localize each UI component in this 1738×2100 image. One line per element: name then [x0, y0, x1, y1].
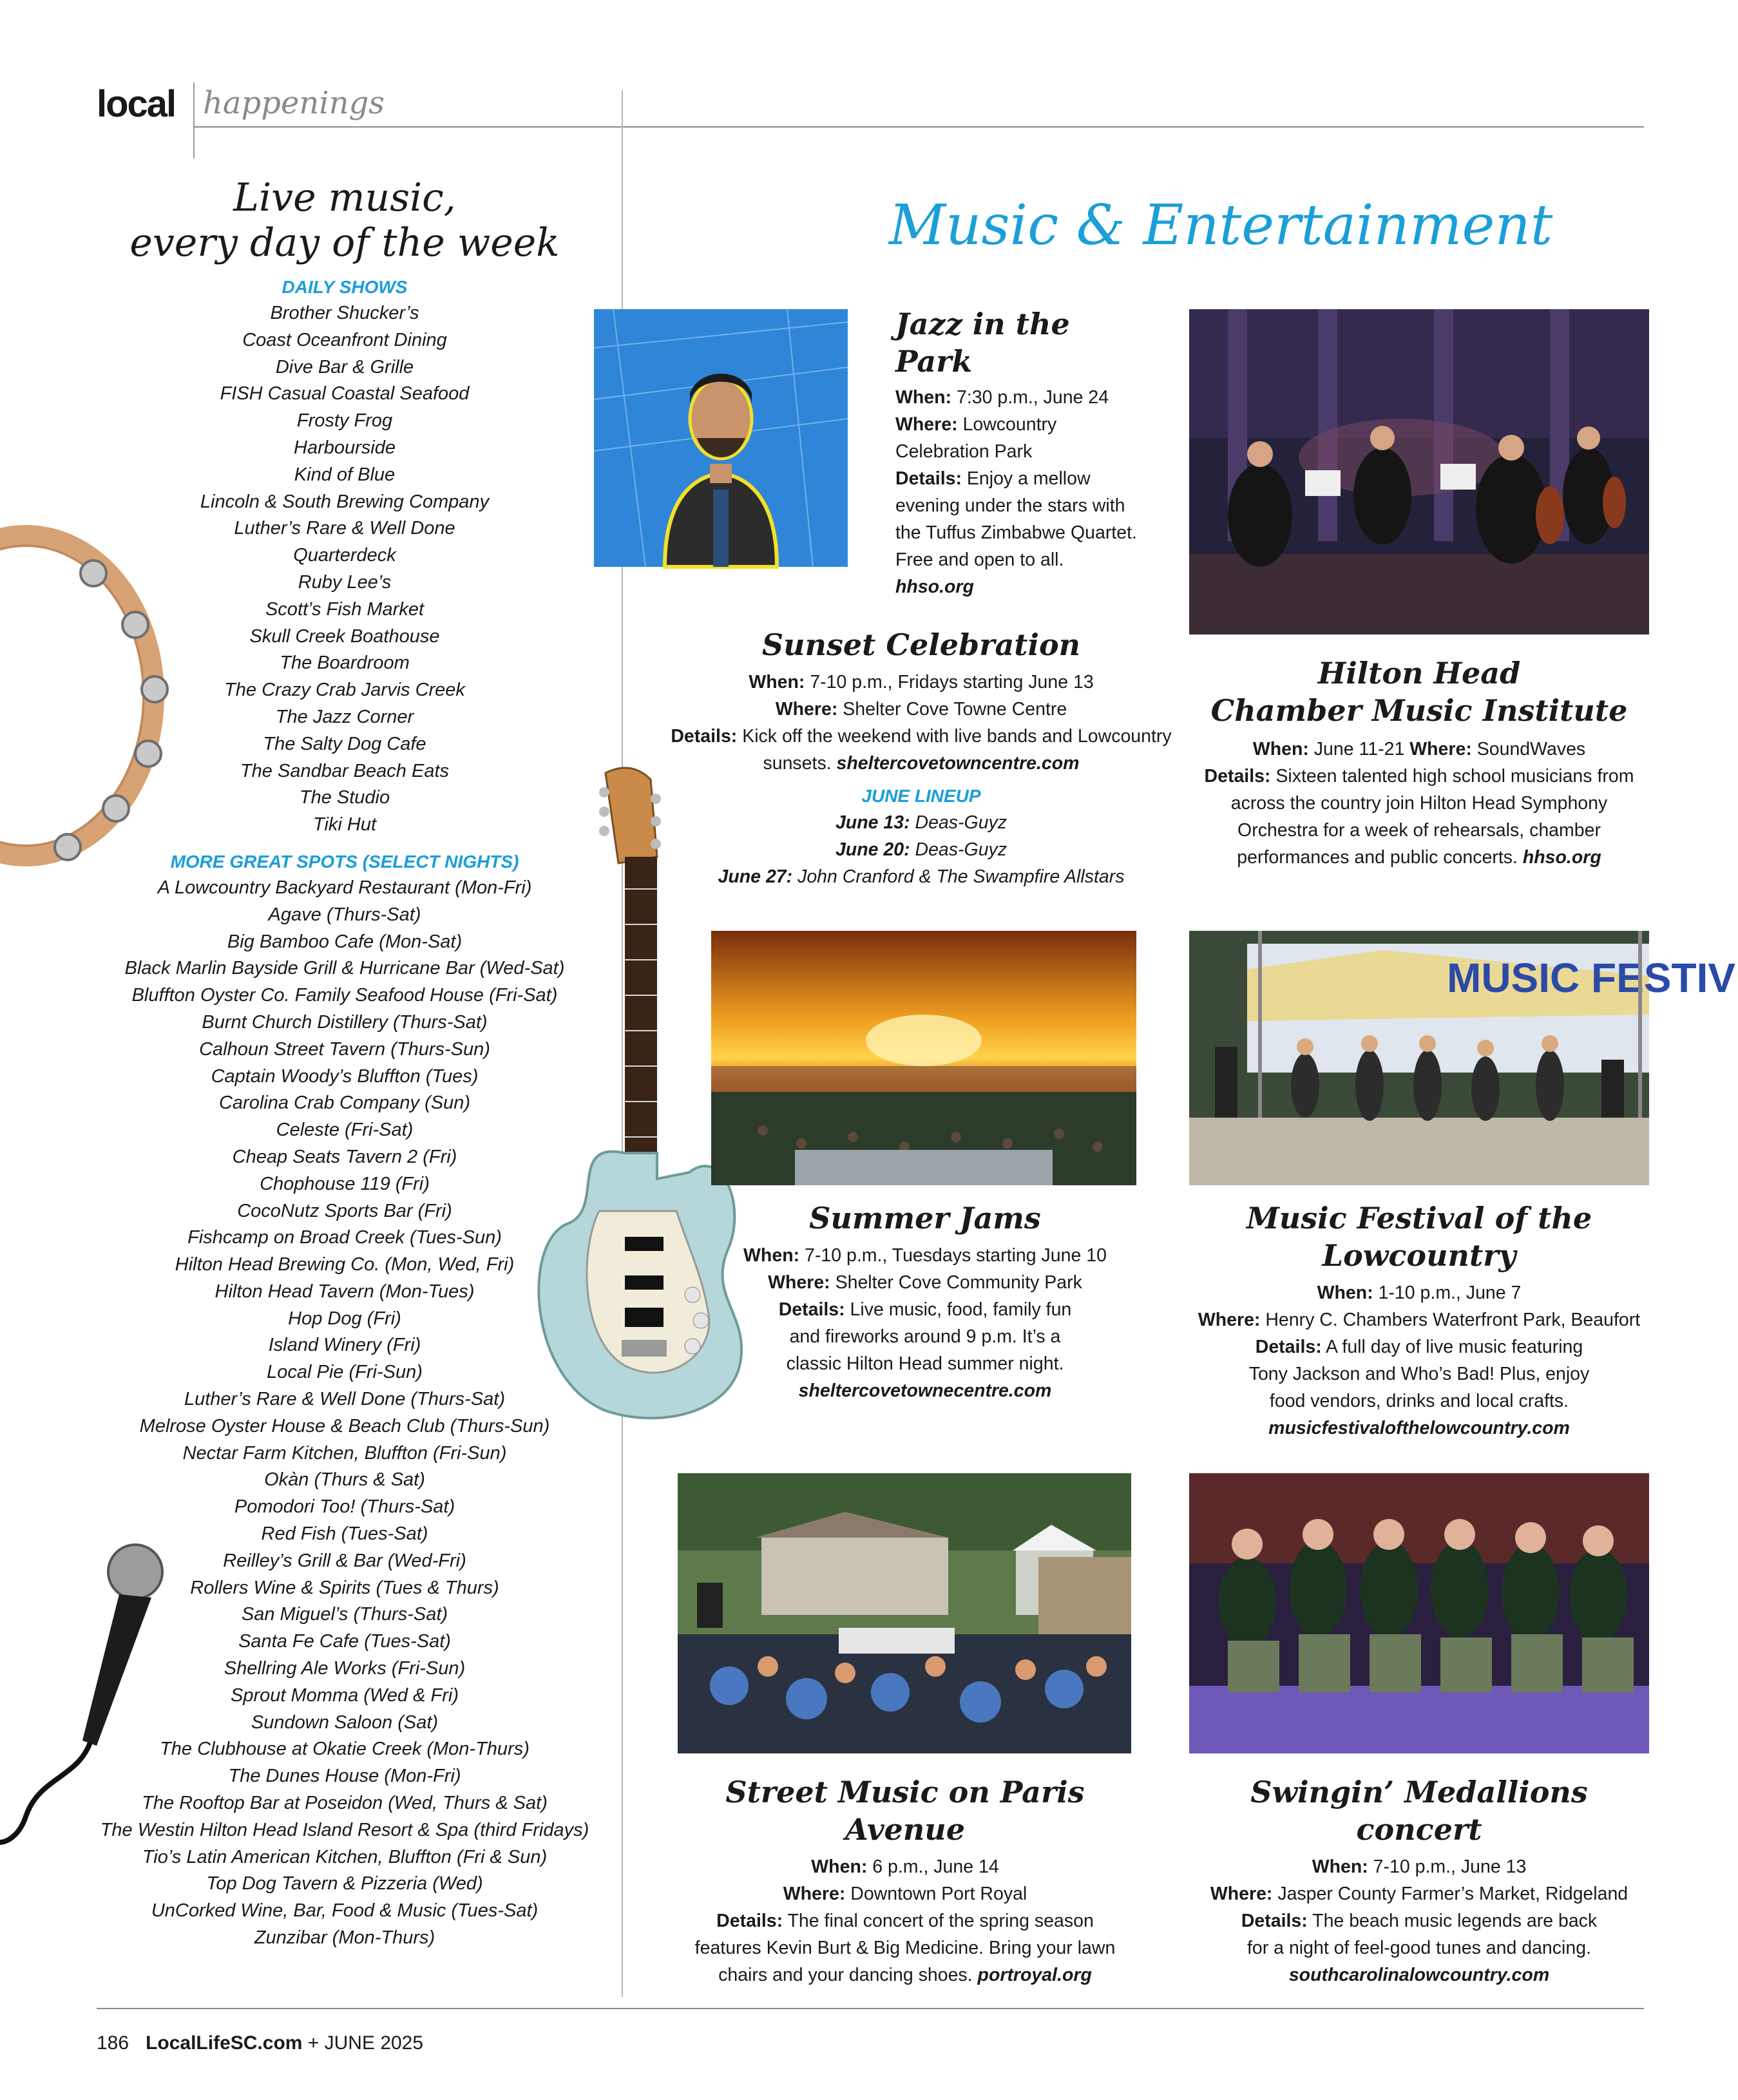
- live-music-title: [90, 175, 599, 265]
- event-music-festival: [1189, 1199, 1649, 1442]
- when-value: 7-10 p.m., Tuesdays starting June 10: [799, 1245, 1107, 1266]
- event-title: [1189, 654, 1649, 729]
- venue-item: Ruby Lee’s: [298, 571, 392, 593]
- venue-item: Calhoun Street Tavern (Thurs-Sun): [199, 1038, 490, 1060]
- venue-item: The Studio: [299, 787, 390, 808]
- where-value: Downtown Port Royal: [845, 1884, 1027, 1904]
- when-label: When:: [1317, 1283, 1373, 1303]
- event-link[interactable]: musicfestivalofthelowcountry.com: [1268, 1418, 1570, 1438]
- venue-item: The Westin Hilton Head Island Resort & Spa (third Fridays): [100, 1819, 589, 1840]
- when-label: When:: [1312, 1857, 1368, 1877]
- tambourine-icon: [0, 515, 200, 876]
- venue-item: Black Marlin Bayside Grill & Hurricane Bar (Wed-Sat): [124, 958, 565, 979]
- details-value: A full day of live music featuring Tony Jackson and Who’s Bad! Plus, enjoy food vendors, drinks and local crafts.: [1248, 1337, 1590, 1411]
- venue-item: Celeste (Fri-Sat): [276, 1120, 414, 1141]
- venue-item: Tio’s Latin American Kitchen, Bluffton (Fri & Sun): [142, 1846, 548, 1867]
- details-value: Enjoy a mellow evening under the stars with the Tuffus Zimbabwe Quartet. Free and open to all.: [895, 468, 1137, 570]
- venue-item: San Miguel’s (Thurs-Sat): [241, 1604, 448, 1625]
- where-label: Where:: [1198, 1310, 1261, 1330]
- where-value: Jasper County Farmer’s Market, Ridgeland: [1272, 1884, 1628, 1904]
- details-value: Sixteen talented high school musicians from across the country join Hilton Head Symphony Orchestra for a week of rehearsals, chamber performances and public concerts.: [1230, 766, 1634, 868]
- venue-item: Captain Woody’s Bluffton (Tues): [211, 1065, 479, 1087]
- lineup-act: John Cranford & The Swampfire Allstars: [792, 866, 1125, 887]
- venue-item: Luther’s Rare & Well Done (Thurs-Sat): [184, 1389, 506, 1410]
- details-label: Details:: [1241, 1911, 1308, 1931]
- venue-item: The Boardroom: [280, 653, 410, 674]
- lineup-date: June 20:: [835, 839, 910, 860]
- details-value: The final concert of the spring season features Kevin Burt & Big Medicine. Bring your lawn chairs and your dancing shoes.: [694, 1911, 1116, 1985]
- footer-rule: [97, 2008, 1644, 2009]
- event-street-music: [664, 1773, 1147, 1989]
- venue-item: Coast Oceanfront Dining: [242, 329, 447, 350]
- venue-item: Brother Shucker’s: [270, 303, 419, 323]
- main-title: Music & Entertainment: [889, 193, 1553, 258]
- venue-item: The Jazz Corner: [275, 706, 414, 727]
- when-value: 7-10 p.m., June 13: [1368, 1857, 1527, 1877]
- venue-item: Red Fish (Tues-Sat): [261, 1523, 428, 1545]
- venue-item: Pomodori Too! (Thurs-Sat): [234, 1496, 455, 1518]
- lineup-heading: JUNE LINEUP: [861, 786, 981, 806]
- venue-item: Reilley’s Grill & Bar (Wed-Fri): [223, 1550, 466, 1571]
- page-number: 186: [97, 2032, 129, 2054]
- venue-item: The Crazy Crab Jarvis Creek: [224, 680, 465, 701]
- venue-item: Frosty Frog: [296, 410, 393, 432]
- summer-jams-photo: [711, 931, 1136, 1185]
- venue-item: Burnt Church Distillery (Thurs-Sat): [202, 1011, 488, 1033]
- where-value: SoundWaves: [1471, 739, 1586, 759]
- venue-item: Carolina Crab Company (Sun): [218, 1093, 471, 1114]
- more-spots-heading: MORE GREAT SPOTS (SELECT NIGHTS): [170, 851, 519, 872]
- venue-item: Santa Fe Cafe (Tues-Sat): [238, 1631, 451, 1652]
- event-sunset: [664, 626, 1179, 890]
- event-title: Music Festival of the Lowcountry: [1246, 1201, 1592, 1273]
- venue-item: Hop Dog (Fri): [288, 1308, 401, 1329]
- header-divider: [193, 82, 195, 158]
- lineup-date: June 13:: [835, 812, 910, 833]
- lineup-act: Deas-Guyz: [910, 812, 1007, 833]
- venue-item: The Rooftop Bar at Poseidon (Wed, Thurs & Sat): [142, 1793, 548, 1814]
- header-rule: [193, 126, 1644, 128]
- details-label: Details:: [1255, 1337, 1322, 1357]
- venue-item: Hilton Head Tavern (Mon-Tues): [215, 1281, 475, 1302]
- venue-item: UnCorked Wine, Bar, Food & Music (Tues-Sat): [151, 1900, 539, 1922]
- site-link[interactable]: LocalLifeSC.com: [146, 2032, 303, 2054]
- details-value: Live music, food, family fun and fireworks around 9 p.m. It’s a classic Hilton Head summer night.: [786, 1299, 1072, 1374]
- when-label: When:: [811, 1857, 868, 1877]
- venue-item: Scott’s Fish Market: [265, 598, 425, 620]
- where-label: Where:: [783, 1884, 846, 1904]
- event-summer-jams: [664, 1199, 1187, 1404]
- venue-item: Bluffton Oyster Co. Family Seafood House (Fri-Sat): [131, 985, 558, 1006]
- venue-item: Quarterdeck: [293, 545, 396, 566]
- swingin-medallions-photo: [1189, 1473, 1649, 1753]
- when-value: 6 p.m., June 14: [867, 1857, 999, 1877]
- venue-item: The Dunes House (Mon-Fri): [228, 1766, 461, 1787]
- brand-logo: local: [97, 83, 176, 125]
- where-label: Where:: [1409, 739, 1472, 759]
- when-value: 7-10 p.m., Fridays starting June 13: [805, 672, 1094, 692]
- event-link[interactable]: sheltercovetowncentre.com: [836, 753, 1080, 774]
- issue-date: + JUNE 2025: [302, 2032, 424, 2054]
- event-title: Jazz in the Park: [895, 307, 1070, 379]
- venue-item: A Lowcountry Backyard Restaurant (Mon-Fri): [157, 877, 532, 898]
- venue-item: Melrose Oyster House & Beach Club (Thurs-Sun): [139, 1415, 550, 1437]
- venue-item: Nectar Farm Kitchen, Bluffton (Fri-Sun): [182, 1442, 507, 1464]
- street-music-photo: [678, 1473, 1131, 1753]
- where-label: Where:: [768, 1272, 830, 1293]
- event-chamber: [1189, 654, 1649, 871]
- venue-item: Agave (Thurs-Sat): [268, 904, 421, 925]
- event-title: Sunset Celebration: [761, 627, 1081, 662]
- event-title: Summer Jams: [809, 1201, 1041, 1236]
- venue-item: CocoNutz Sports Bar (Fri): [237, 1200, 452, 1221]
- where-label: Where:: [775, 699, 838, 720]
- venue-item: Skull Creek Boathouse: [249, 625, 440, 647]
- venue-item: Hilton Head Brewing Co. (Mon, Wed, Fri): [175, 1254, 515, 1275]
- venue-item: The Salty Dog Cafe: [263, 733, 426, 754]
- venue-item: Big Bamboo Cafe (Mon-Sat): [227, 931, 463, 952]
- live-music-title-line2: every day of the week: [129, 220, 560, 265]
- section-name: happenings: [203, 85, 385, 121]
- details-value: Kick off the weekend with live bands and Lowcountry sunsets.: [737, 726, 1172, 774]
- page-footer: [97, 2032, 423, 2054]
- lineup-list: [664, 809, 1179, 890]
- where-value: Shelter Cove Towne Centre: [837, 699, 1067, 720]
- event-link[interactable]: portroyal.org: [977, 1965, 1092, 1985]
- venue-item: Top Dog Tavern & Pizzeria (Wed): [206, 1873, 483, 1895]
- live-music-title-line1: Live music,: [233, 175, 456, 220]
- event-swingin-medallions: [1189, 1773, 1649, 1989]
- venue-item: Lincoln & South Brewing Company: [200, 491, 490, 512]
- when-label: When:: [749, 672, 805, 692]
- chamber-music-photo: [1189, 309, 1649, 635]
- when-value: 7:30 p.m., June 24: [951, 387, 1109, 408]
- where-label: Where:: [895, 414, 958, 435]
- event-jazz: [895, 305, 1140, 600]
- venue-item: Chophouse 119 (Fri): [260, 1173, 430, 1194]
- venue-item: FISH Casual Coastal Seafood: [220, 383, 470, 405]
- event-link[interactable]: sheltercovetownecentre.com: [798, 1380, 1052, 1401]
- where-label: Where:: [1210, 1884, 1273, 1904]
- when-label: When:: [895, 387, 952, 408]
- music-festival-photo: [1189, 931, 1736, 1185]
- when-label: When:: [743, 1245, 800, 1266]
- lineup-act: Deas-Guyz: [910, 839, 1007, 860]
- event-link[interactable]: hhso.org: [895, 577, 974, 597]
- jazz-photo: [594, 309, 848, 567]
- lineup-item: [664, 836, 1179, 863]
- when-value: 1-10 p.m., June 7: [1373, 1283, 1522, 1303]
- event-title-line1: Hilton Head: [1317, 656, 1521, 691]
- venue-item: Sundown Saloon (Sat): [251, 1712, 439, 1733]
- event-title: Swingin’ Medallions concert: [1250, 1775, 1588, 1847]
- venue-item: Rollers Wine & Spirits (Tues & Thurs): [190, 1577, 499, 1598]
- details-label: Details:: [778, 1299, 845, 1320]
- venue-item: Cheap Seats Tavern 2 (Fri): [232, 1146, 457, 1167]
- venue-item: Shellring Ale Works (Fri-Sun): [224, 1658, 466, 1679]
- venue-item: Zunzibar (Mon-Thurs): [254, 1927, 435, 1949]
- details-label: Details:: [1204, 766, 1271, 787]
- venue-item: Sprout Momma (Wed & Fri): [231, 1685, 459, 1706]
- venue-item: The Sandbar Beach Eats: [240, 760, 450, 781]
- lineup-date: June 27:: [718, 866, 793, 887]
- details-label: Details:: [671, 726, 738, 747]
- venue-item: Luther’s Rare & Well Done: [234, 518, 455, 539]
- details-value: The beach music legends are back for a night of feel-good tunes and dancing.: [1247, 1911, 1598, 1958]
- details-label: Details:: [895, 468, 962, 489]
- when-value: June 11-21: [1308, 739, 1410, 759]
- festival-banner-text: MUSIC FESTIV: [1447, 955, 1736, 1001]
- venue-item: Fishcamp on Broad Creek (Tues-Sun): [187, 1227, 502, 1248]
- venue-item: Local Pie (Fri-Sun): [267, 1362, 423, 1383]
- venue-item: Harbourside: [294, 437, 396, 458]
- event-link[interactable]: hhso.org: [1522, 847, 1601, 868]
- where-value: Shelter Cove Community Park: [830, 1272, 1082, 1293]
- lineup-item: [664, 863, 1179, 890]
- microphone-icon: [0, 1533, 174, 1842]
- details-label: Details:: [716, 1911, 783, 1931]
- venue-item: Okàn (Thurs & Sat): [264, 1469, 425, 1491]
- event-link[interactable]: southcarolinalowcountry.com: [1288, 1965, 1550, 1985]
- when-label: When:: [1252, 739, 1309, 759]
- where-value: Henry C. Chambers Waterfront Park, Beaufort: [1260, 1310, 1641, 1330]
- venue-item: Kind of Blue: [294, 464, 396, 485]
- venue-item: Tiki Hut: [312, 814, 377, 835]
- venue-item: Island Winery (Fri): [268, 1335, 421, 1356]
- where-value: Lowcountry Celebration Park: [895, 414, 1057, 462]
- venue-item: The Clubhouse at Okatie Creek (Mon-Thurs): [160, 1739, 530, 1760]
- daily-shows-heading: DAILY SHOWS: [282, 277, 408, 297]
- event-title-line2: Chamber Music Institute: [1210, 693, 1628, 728]
- lineup-item: [664, 809, 1179, 836]
- venue-item: Dive Bar & Grille: [275, 356, 414, 377]
- event-title: Street Music on Paris Avenue: [725, 1775, 1085, 1847]
